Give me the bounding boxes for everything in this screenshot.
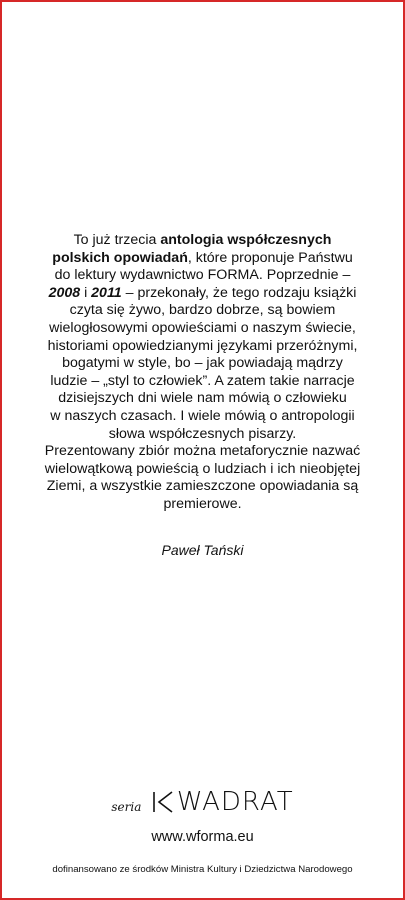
blurb-line: Prezentowany zbiór można metaforycznie nazwać [44, 443, 361, 460]
blurb-line: do lektury wydawnictwo FORMA. Poprzednie – [54, 267, 351, 284]
blurb-line: Ziemi, a wszystkie zamieszczone opowiadania są [46, 478, 359, 495]
blurb-text: – przekonały, że tego rodzaju książki [121, 284, 357, 301]
blurb-text: To już trzecia [73, 232, 161, 248]
k-logo-icon [150, 790, 176, 814]
wordmark-text: WADRAT [176, 787, 294, 817]
blurb-line: historiami opowiedzianymi językami przeróżnymi, [47, 337, 358, 354]
author-signature: Paweł Tański [161, 542, 244, 558]
blurb-line: słowa współczesnych pisarzy. [108, 425, 297, 442]
year-2008: 2008 [48, 284, 81, 301]
year-2011: 2011 [91, 284, 122, 301]
blurb-line: bogatymi w style, bo – jak powiadają mądrzy [62, 355, 343, 372]
kwadrat-wordmark [150, 787, 294, 817]
blurb-paragraph [0, 232, 405, 514]
blurb-line [0, 250, 405, 268]
funding-note: dofinansowano ze środków Ministra Kultury i Dziedzictwa Narodowego [52, 864, 353, 875]
blurb-text: i [80, 284, 92, 301]
blurb-line: dzisiejszych dni wiele nam mówią o człowieku [58, 390, 347, 407]
bold-phrase: antologia współczesnych [160, 232, 332, 248]
blurb-line: w naszych czasach. I wiele mówią o antropologii [50, 407, 355, 424]
blurb-line: premierowe. [163, 495, 242, 512]
blurb-line: wielowątkową powieścią o ludziach i ich nieobjętej [44, 460, 361, 477]
series-logo [0, 787, 405, 819]
blurb-line: wielogłosowymi opowieściami o naszym świecie, [49, 319, 356, 336]
blurb-line: czyta się żywo, bardzo dobrze, są bowiem [69, 302, 336, 319]
blurb-line: ludzie – „styl to człowiek”. A zatem takie narracje [50, 372, 355, 389]
series-label: seria [111, 800, 142, 814]
blurb-line [0, 232, 405, 250]
website-link[interactable]: www.wforma.eu [151, 829, 254, 845]
blurb-line [0, 285, 405, 303]
blurb-text: , które proponuje Państwu [187, 249, 353, 266]
bold-phrase: polskich opowiadań [52, 249, 188, 266]
